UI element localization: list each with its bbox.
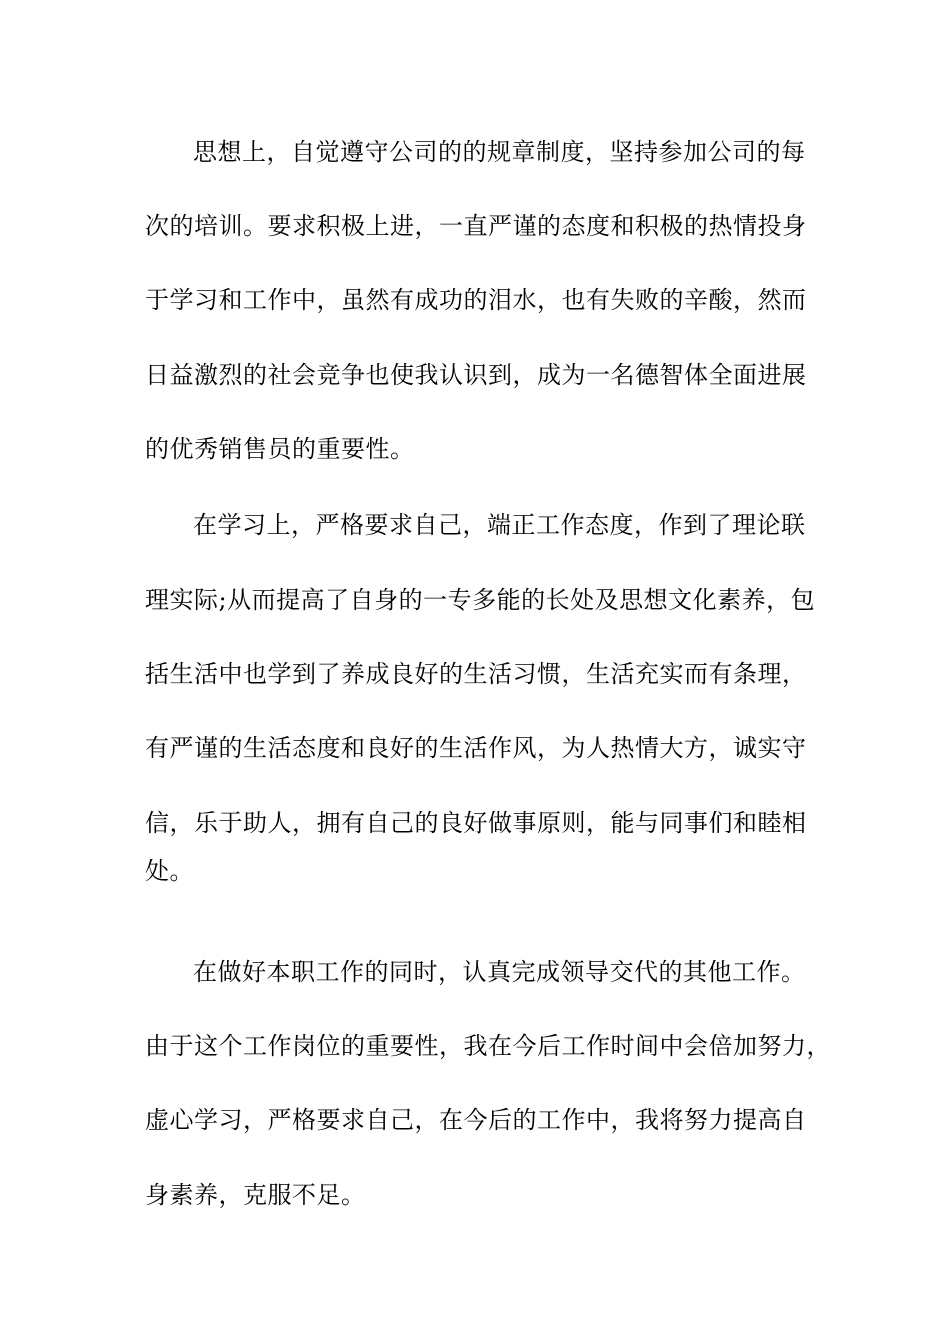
paragraph-3-line-3: 虚心学习，严格要求自己，在今后的工作中，我将努力提高自: [145, 1106, 807, 1134]
paragraph-2-line-5: 信，乐于助人，拥有自己的良好做事原则，能与同事们和睦相: [145, 809, 807, 837]
paragraph-1-line-1: 思想上，自觉遵守公司的的规章制度，坚持参加公司的每: [193, 138, 806, 166]
paragraph-1-line-3: 于学习和工作中，虽然有成功的泪水，也有失败的辛酸，然而: [145, 286, 807, 314]
paragraph-2-line-3: 括生活中也学到了养成良好的生活习惯，生活充实而有条理，: [145, 660, 807, 688]
paragraph-3-line-2: 由于这个工作岗位的重要性，我在今后工作时间中会倍加努力，: [145, 1032, 831, 1060]
paragraph-1-line-4: 日益激烈的社会竞争也使我认识到，成为一名德智体全面进展: [145, 361, 807, 389]
paragraph-2-line-4: 有严谨的生活态度和良好的生活作风，为人热情大方，诚实守: [145, 734, 807, 762]
paragraph-2-line-2: 理实际;从而提高了自身的一专多能的长处及思想文化素养，包: [145, 586, 816, 614]
paragraph-1-line-2: 次的培训。要求积极上进，一直严谨的态度和积极的热情投身: [145, 212, 807, 240]
paragraph-2-line-1: 在学习上，严格要求自己，端正工作态度，作到了理论联: [193, 511, 806, 539]
paragraph-2-line-6: 处。: [145, 857, 194, 885]
paragraph-3-line-1: 在做好本职工作的同时，认真完成领导交代的其他工作。: [193, 958, 806, 986]
paragraph-3-line-4: 身素养，克服不足。: [145, 1181, 366, 1209]
paragraph-1-line-5: 的优秀销售员的重要性。: [145, 435, 415, 463]
